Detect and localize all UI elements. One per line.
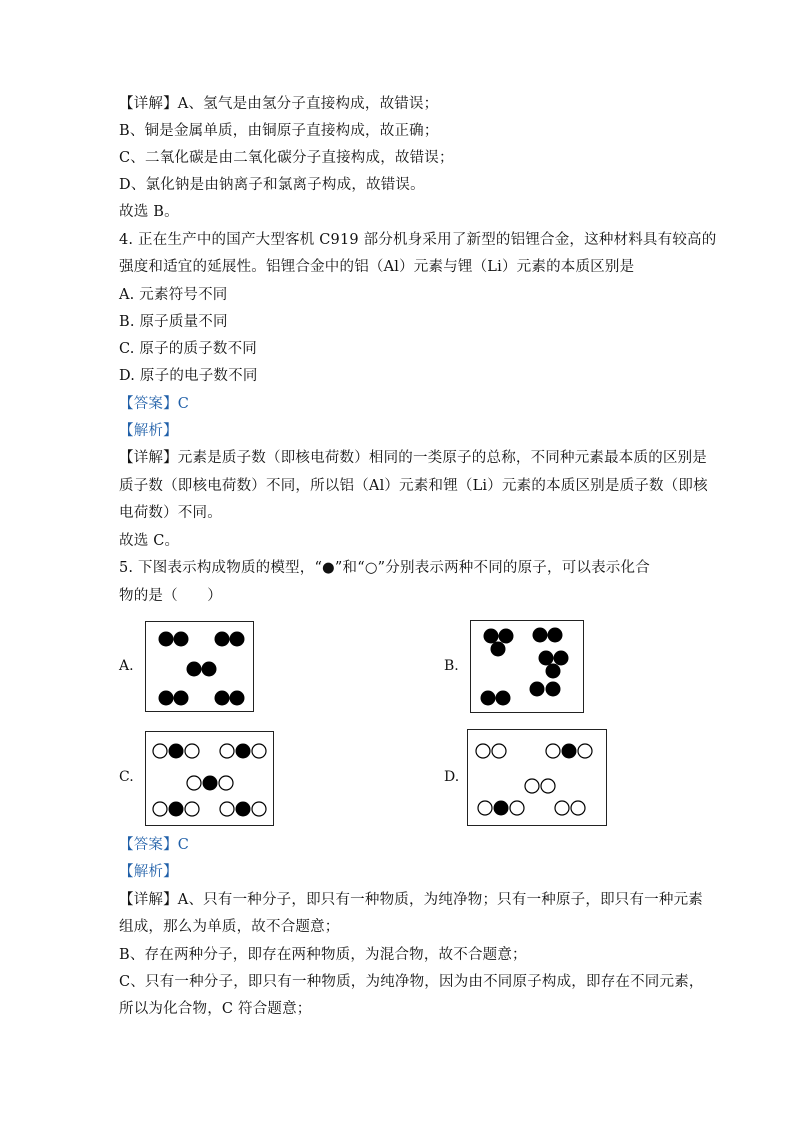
black-atom bbox=[484, 629, 499, 644]
black-atom bbox=[530, 682, 545, 697]
option-b-label: B. bbox=[444, 658, 459, 674]
black-atom bbox=[491, 642, 506, 657]
black-atom bbox=[169, 744, 184, 759]
option-d-model bbox=[467, 729, 607, 826]
option-a-model bbox=[145, 621, 254, 712]
black-atom bbox=[554, 651, 569, 666]
text-line: 【详解】A、只有一种分子，即只有一种物质，为纯净物；只有一种原子，即只有一种元素 bbox=[119, 892, 703, 908]
option-d-molecules bbox=[468, 730, 606, 825]
text-line: 故选 B。 bbox=[119, 204, 179, 220]
text-line: 【解析】 bbox=[119, 864, 178, 880]
black-atom bbox=[236, 744, 251, 759]
black-atom bbox=[159, 691, 174, 706]
option-b-model bbox=[470, 620, 584, 713]
black-atom bbox=[230, 691, 245, 706]
option-c-model bbox=[145, 731, 274, 826]
text-line: D. 原子的电子数不同 bbox=[119, 368, 258, 384]
text-line: 【解析】 bbox=[119, 423, 178, 439]
black-atom bbox=[169, 802, 184, 817]
black-atom bbox=[203, 776, 218, 791]
black-atom bbox=[202, 662, 217, 677]
text-line: 强度和适宜的延展性。铝锂合金中的铝（Al）元素与锂（Li）元素的本质区别是 bbox=[119, 259, 635, 275]
text-line: 【答案】C bbox=[119, 837, 190, 853]
text-line: A. 元素符号不同 bbox=[119, 287, 228, 303]
text-line: 质子数（即核电荷数）不同，所以铝（Al）元素和锂（Li）元素的本质区别是质子数（即核 bbox=[119, 478, 708, 494]
text-line: C. 原子的质子数不同 bbox=[119, 341, 257, 357]
text-line: 【答案】C bbox=[119, 396, 190, 412]
black-atom bbox=[230, 632, 245, 647]
black-atom bbox=[174, 691, 189, 706]
text-line: 4. 正在生产中的国产大型客机 C919 部分机身采用了新型的铝锂合金，这种材料具有较高的 bbox=[119, 232, 717, 248]
text-line: 【详解】元素是质子数（即核电荷数）相同的一类原子的总称，不同种元素最本质的区别是 bbox=[119, 450, 707, 466]
black-atom bbox=[533, 628, 548, 643]
text-line: 电荷数）不同。 bbox=[119, 505, 222, 521]
black-atom bbox=[481, 691, 496, 706]
text-line: 所以为化合物，C 符合题意； bbox=[119, 1001, 312, 1017]
black-atom bbox=[494, 801, 509, 816]
text-line: D、氯化钠是由钠离子和氯离子构成，故错误。 bbox=[119, 177, 425, 193]
black-atom bbox=[548, 628, 563, 643]
black-atom bbox=[546, 682, 561, 697]
black-atom bbox=[159, 632, 174, 647]
option-a-molecules bbox=[146, 622, 253, 711]
text-line: 组成，那么为单质，故不合题意； bbox=[119, 919, 340, 935]
black-atom bbox=[215, 632, 230, 647]
text-line: C、二氧化碳是由二氧化碳分子直接构成，故错误； bbox=[119, 150, 454, 166]
text-line: C、只有一种分子，即只有一种物质，为纯净物，因为由不同原子构成，即存在不同元素， bbox=[119, 974, 704, 990]
option-d-label: D. bbox=[444, 769, 460, 785]
black-atom bbox=[562, 744, 577, 759]
text-line: 故选 C。 bbox=[119, 533, 180, 549]
text-line: 物的是（ ） bbox=[119, 588, 222, 604]
text-line: B、铜是金属单质，由铜原子直接构成，故正确； bbox=[119, 123, 439, 139]
black-atom bbox=[546, 664, 561, 679]
black-atom bbox=[187, 662, 202, 677]
option-a-label: A. bbox=[119, 658, 134, 674]
black-atom bbox=[236, 802, 251, 817]
text-line: 【详解】A、氢气是由氢分子直接构成，故错误； bbox=[119, 96, 439, 112]
black-atom bbox=[174, 632, 189, 647]
text-line: B. 原子质量不同 bbox=[119, 314, 228, 330]
text-line: B、存在两种分子，即存在两种物质，为混合物，故不合题意； bbox=[119, 947, 527, 963]
text-line: 5. 下图表示构成物质的模型，“●”和“○”分别表示两种不同的原子，可以表示化合 bbox=[119, 560, 650, 576]
black-atom bbox=[496, 691, 511, 706]
black-atom bbox=[499, 629, 514, 644]
option-c-molecules bbox=[146, 732, 273, 825]
black-atom bbox=[539, 651, 554, 666]
black-atom bbox=[215, 691, 230, 706]
option-c-label: C. bbox=[119, 769, 134, 785]
option-b-molecules bbox=[471, 621, 583, 712]
